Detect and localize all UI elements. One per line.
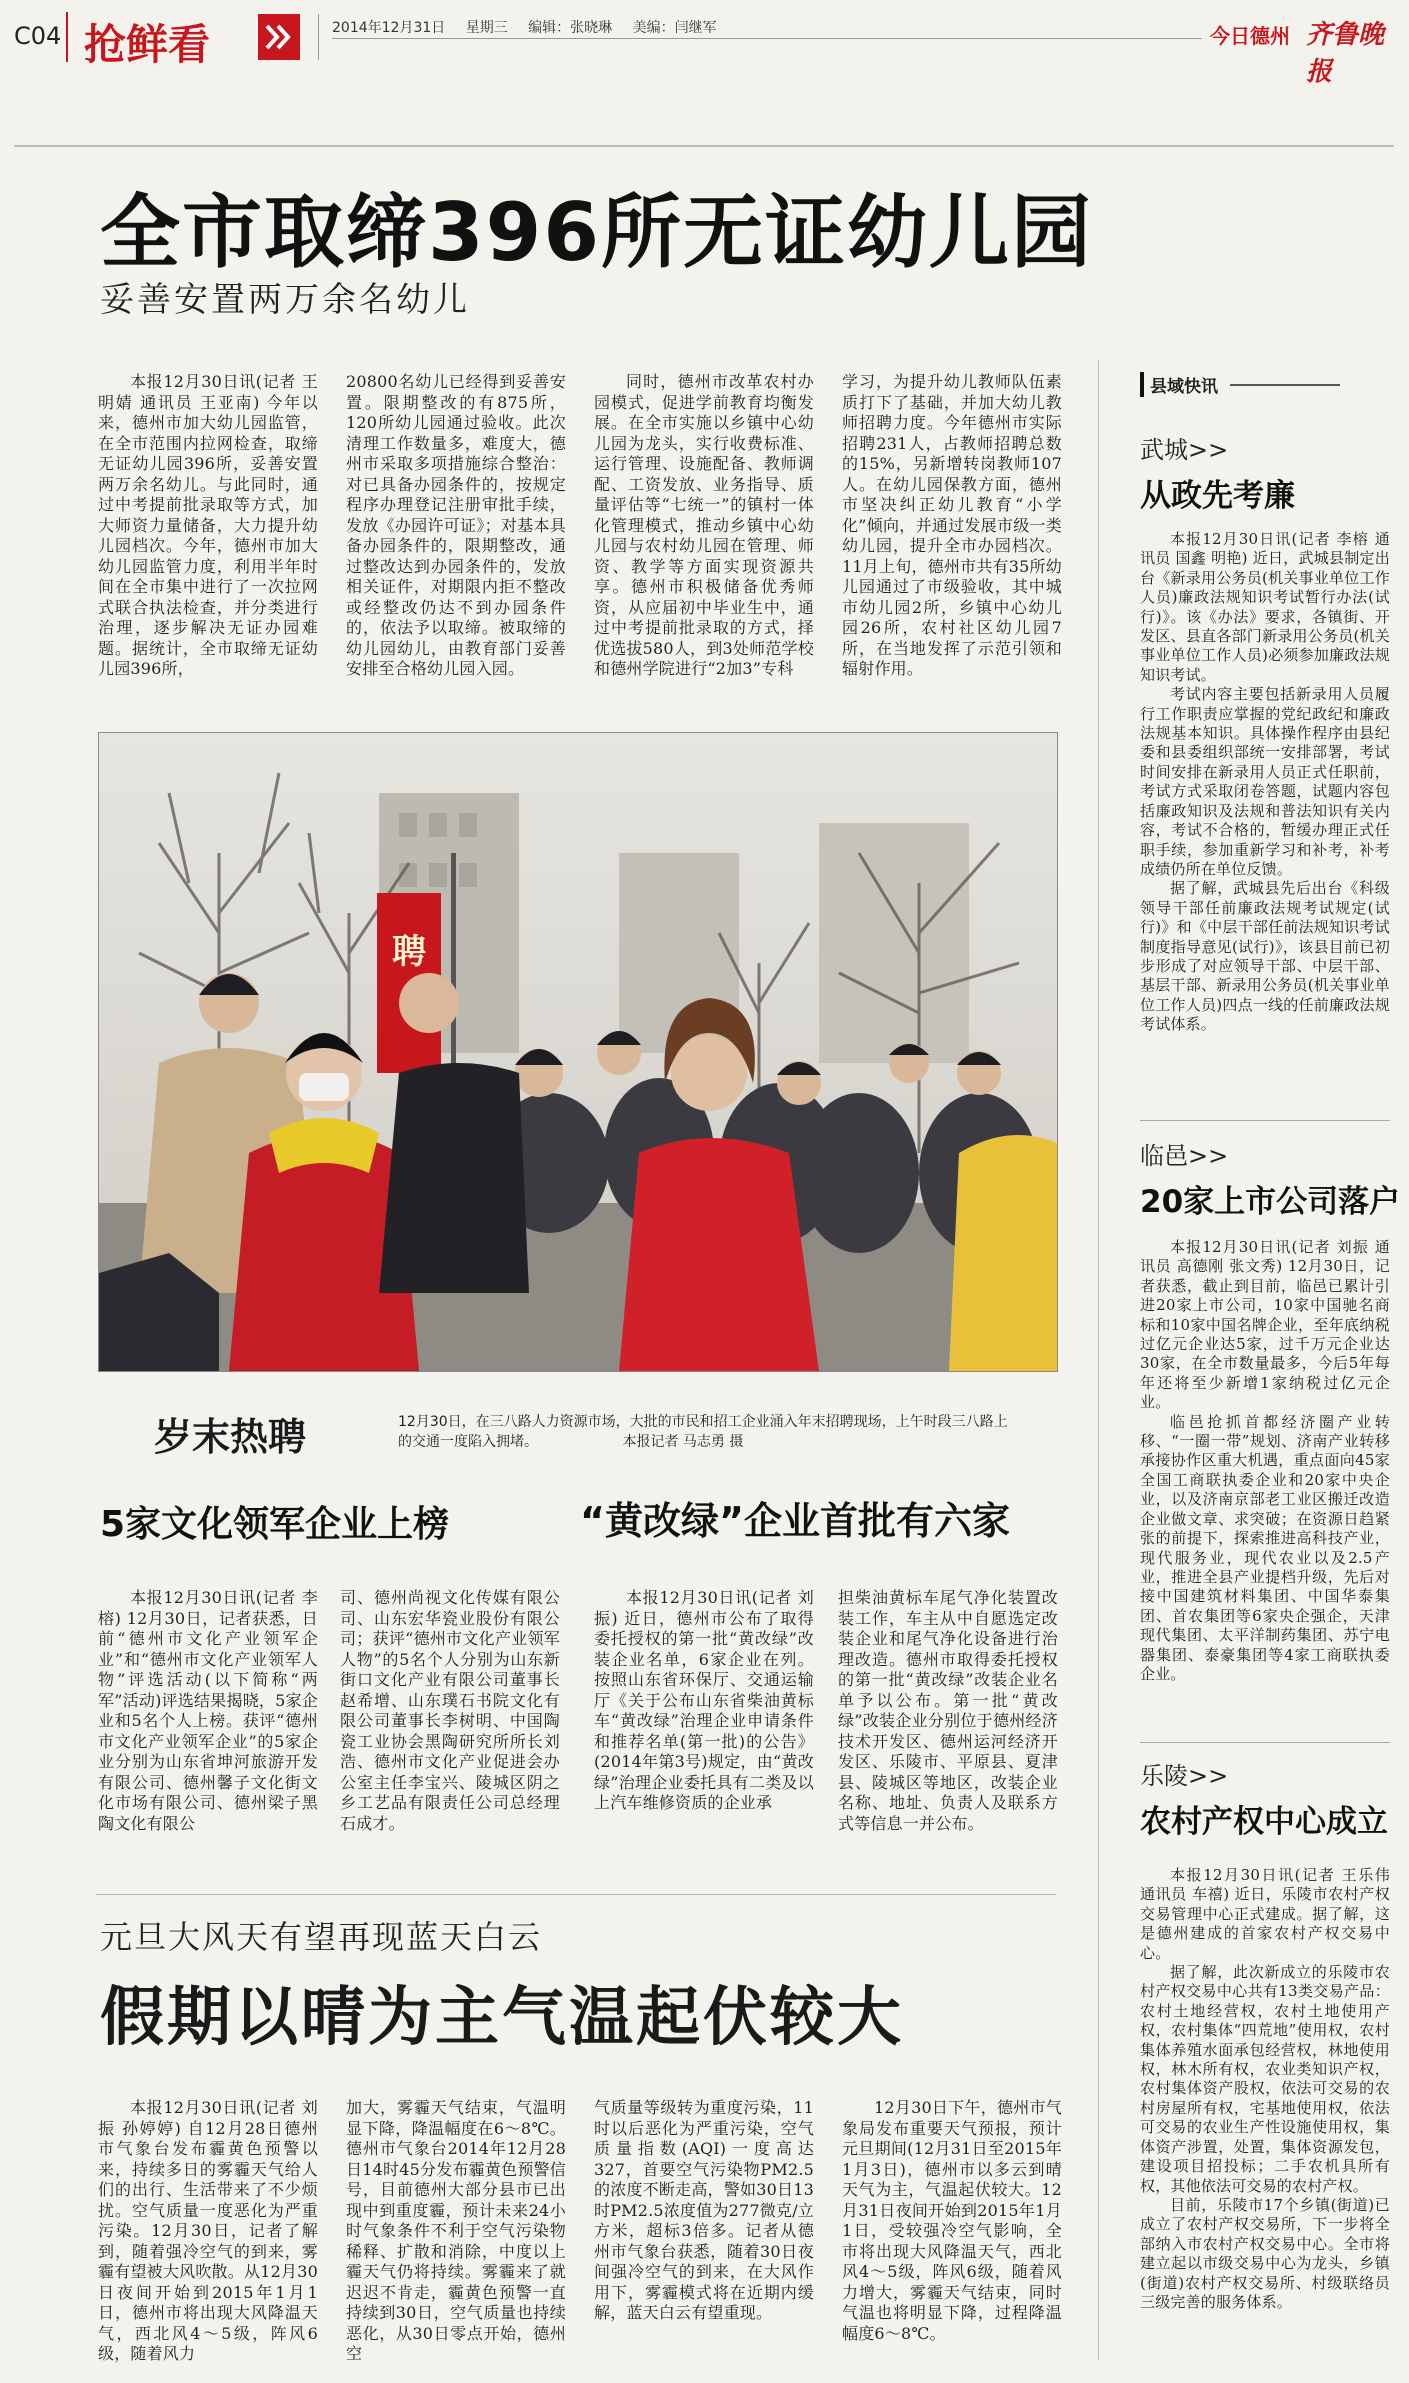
- sidebar-paragraph: 临邑抢抓首都经济圈产业转移、“一圈一带”规划、济南产业转移承接协作区重大机遇，重点面向45家全国工商联执委企业和20家中央企业，以及济南京部老工业区搬迁改造企业做文章、求突破；在资源日趋紧张的前提下，探索推进高科技产业，现代服务业，现代农业以及2.5产业，推进全县产业提档升级，先后对接中国建筑材料集团、中国华泰集团、首农集团等6家央企强企，天津现代集团、太平洋制药集团、苏宁电器集团、泰豪集团等4家工商联执委企业。: [1140, 1412, 1390, 1683]
- double-chevron-icon: [258, 14, 300, 60]
- story2-column-2: [340, 1588, 560, 1852]
- job-fair-photo-illustration: [99, 733, 1057, 1371]
- top-rule: [14, 145, 1394, 147]
- weather-paragraph: 气质量等级转为重度污染，11时以后恶化为严重污染，空气质量指数(AQI)一度高达327，首要空气污染物PM2.5的浓度不断走高，警如30日13时PM2.5浓度值为277微克/立方米，超标3倍多。记者从德州市气象台获悉，随着30日夜间强冷空气的到来，在大风作用下，雾霾模式将在近期内缓解，蓝天白云有望重现。: [594, 2098, 814, 2322]
- sidebar-rule: [1140, 1120, 1390, 1121]
- lead-paragraph: 同时，德州市改革农村办园模式，促进学前教育均衡发展。在全市实施以乡镇中心幼儿园为龙头，实行收费标准、运行管理、设施配备、教师调配、工资发放、业务指导、质量评估等“七统一”的镇村一体化管理模式，推动乡镇中心幼儿园与农村幼儿园在管理、师资、教学等方面实现资源共享。德州市积极储备优秀师资，从应届初中毕业生中，通过中考提前批录取的方式，择优选拔580人，到3处师范学校和德州学院进行“2加3”专科: [594, 372, 814, 678]
- weather-paragraph: 12月30日下午，德州市气象局发布重要天气预报，预计元旦期间(12月31日至2015年1月3日)，德州市以多云到晴天气为主，气温起伏较大。12月31日夜间开始到2015年1月1日，受较强冷空气影响，全市将出现大风降温天气，西北风4～5级，阵风6级，随着风力增大，雾霾天气结束，同时气温也将明显下降，过程降温幅度6～8℃。: [842, 2098, 1062, 2343]
- weather-column-3: [594, 2098, 814, 2374]
- sidebar-paragraph: 本报12月30日讯(记者 刘振 通讯员 高德刚 张文秀) 12月30日，记者获悉，截止到目前，临邑已累计引进20家上市公司，10家中国驰名商标和10家中国名牌企业，至年底纳税过亿元企业达5家，过千万元企业达30家，在全市数量最多，今后5年每年还将至少新增1家纳税过亿元企业。: [1140, 1238, 1390, 1412]
- story3-column-1: [594, 1588, 814, 1852]
- lead-subhead: 妥善安置两万余名幼儿: [100, 280, 470, 320]
- sidebar-paragraph: 本报12月30日讯(记者 王乐伟 通讯员 车禧) 近日，乐陵市农村产权交易管理中心正式建成。据了解，这是德州建成的首家农村产权交易中心。: [1140, 1866, 1390, 1962]
- sidebar-item-body: [1140, 1238, 1390, 1738]
- lead-column-4: [842, 372, 1062, 704]
- sidebar-item-title: 农村产权中心成立: [1140, 1804, 1388, 1840]
- sidebar-item-kicker: 乐陵>>: [1140, 1762, 1229, 1790]
- photo-caption-text: 12月30日，在三八路人力资源市场，大批的市民和招工企业涌入年末招聘现场，上午时段三八路上的交通一度陷入拥堵。: [398, 1414, 1008, 1450]
- sidebar-item-body: [1140, 530, 1390, 1110]
- meta-rule: [332, 38, 1202, 39]
- sidebar-item-title: 20家上市公司落户: [1140, 1184, 1401, 1220]
- sidebar-item-title: 从政先考廉: [1140, 478, 1295, 514]
- sidebar-item-kicker: 临邑>>: [1140, 1142, 1229, 1170]
- banner-text: 聘: [392, 932, 426, 972]
- weather-column-4: [842, 2098, 1062, 2374]
- sidebar-rule: [1140, 1742, 1390, 1743]
- lead-paragraph: 20800名幼儿已经得到妥善安置。限期整改的有875所，120所幼儿园通过验收。此次清理工作数量多，难度大，德州市采取多项措施综合整治：对已具备办园条件的，按规定程序办理登记注册审批手续，发放《办园许可证》；对基本具备办园条件的，限期整改，通过整改达到办园条件的，发放相关证件，对期限内拒不整改或经整改仍达不到办园条件的，依法予以取缔。被取缔的幼儿园幼儿，由教育部门妥善安排至合格幼儿园入园。: [346, 372, 566, 678]
- section-title: 抢鲜看: [84, 20, 211, 69]
- header-divider-2: [318, 14, 319, 60]
- lead-column-1: [98, 372, 318, 704]
- sidebar-paragraph: 本报12月30日讯(记者 李榕 通讯员 国鑫 明艳) 近日，武城县制定出台《新录用公务员(机关事业单位工作人员)廉政法规知识考试暂行办法(试行)》。该《办法》要求，各镇街、开发区、县直各部门新录用公务员(机关事业单位工作人员)必须参加廉政法规知识考试。: [1140, 530, 1390, 684]
- sidebar-tab: 县域快讯: [1140, 372, 1218, 397]
- weather-subhead: 元旦大风天有望再现蓝天白云: [100, 1918, 543, 1956]
- sidebar-item-kicker: 武城>>: [1140, 436, 1229, 464]
- job-fair-photo: [98, 732, 1058, 1372]
- story2-title: 5家文化领军企业上榜: [100, 1504, 450, 1545]
- sidebar-item-body: [1140, 1866, 1390, 2366]
- story3-paragraph: 担柴油黄标车尾气净化装置改装工作，车主从中自愿选定改装企业和尾气净化设备进行治理改造。德州市取得委托授权的第一批“黄改绿”改装企业名单予以公布。第一批“黄改绿”改装企业分别位于德州经济技术开发区、德州运河经济开发区、乐陵市、平原县、夏津县、陵城区等地区，改装企业名称、地址、负责人及联系方式等信息一并公布。: [838, 1588, 1058, 1833]
- photo-title: 岁末热聘: [154, 1415, 307, 1459]
- story3-column-2: [838, 1588, 1058, 1852]
- lead-paragraph: 学习，为提升幼儿教师队伍素质打下了基础，并加大幼儿教师招聘力度。今年德州市实际招聘231人，占教师招聘总数的15%，另新增转岗教师107人。在幼儿园保教方面，德州市坚决纠正幼儿教育“小学化”倾向，并通过发展市级一类幼儿园，提升全市办园档次。11月上旬，德州市共有35所幼儿园通过了市级验收，其中城市幼儿园2所，乡镇中心幼儿园26所，农村社区幼儿园7所，在当地发挥了示范引领和辐射作用。: [842, 372, 1062, 678]
- sidebar-paragraph: 据了解，此次新成立的乐陵市农村产权交易中心共有13类交易产品：农村土地经营权，农村土地使用产权，农村集体“四荒地”使用权，农村集体养殖水面承包经营权，林地使用权，林木所有权，农业类知识产权，农村集体资产股权，依法可交易的农村房屋所有权，宅基地使用权，依法可交易的农业生产性设施使用权，集体资产涉置，处置，集体资源发包，建设项目招投标；二手农机具所有权，其他依法可交易的农村产权。: [1140, 1963, 1390, 2195]
- issue-date: 2014年12月31日: [332, 20, 446, 36]
- lead-column-2: [346, 372, 566, 704]
- story2-column-1: [98, 1588, 318, 1852]
- section-rule: [96, 1894, 1056, 1895]
- sidebar-paragraph: 考试内容主要包括新录用人员履行工作职责应掌握的党纪政纪和廉政法规基本知识。具体操作程序由县纪委和县委组织部统一安排部署，考试时间安排在新录用人员正式任职前，考试方式采取闭卷答题，试题内容包括廉政知识及法规和普法知识有关内容，考试不合格的，暂缓办理正式任职手续，参加重新学习和补考，补考成绩仍所在单位反馈。: [1140, 685, 1390, 878]
- story3-title: “黄改绿”企业首批有六家: [580, 1499, 1010, 1543]
- brand-qilu-evening: 齐鲁晚报: [1306, 20, 1385, 87]
- photo-credit: 本报记者 马志勇 摄: [622, 1434, 744, 1450]
- weather-column-1: [98, 2098, 318, 2374]
- page-number: C04: [14, 22, 62, 50]
- issue-meta: [332, 17, 733, 37]
- photo-caption: [398, 1412, 1008, 1452]
- lead-column-3: [594, 372, 814, 704]
- weather-paragraph: 本报12月30日讯(记者 刘振 孙婷婷) 自12月28日德州市气象台发布霾黄色预警以来，持续多日的雾霾天气给人们的出行、生活带来了不少烦扰。空气质量一度恶化为严重污染。12月30日，记者了解到，随着强冷空气的到来，雾霾有望被大风吹散。从12月30日夜间开始到2015年1月1日，德州市将出现大风降温天气，西北风4～5级，阵风6级，随着风力: [98, 2098, 318, 2363]
- story2-paragraph: 司、德州尚视文化传媒有限公司、山东宏华瓷业股份有限公司；获评“德州市文化产业领军人物”的5名个人分别为山东新街口文化产业有限公司董事长赵希增、山东璞石书院文化有限公司董事长李树明、中国陶瓷工业协会黑陶研究所所长刘浩、德州市文化产业促进会办公室主任李宝兴、陵城区阴之乡工艺品有限责任公司总经理石成才。: [340, 1588, 560, 1833]
- sidebar-paragraph: 目前，乐陵市17个乡镇(街道)已成立了农村产权交易所，下一步将全部纳入市农村产权交易中心。全市将建立起以市级交易中心为龙头，乡镇(街道)农村产权交易所、村级联络员三级完善的服务体系。: [1140, 2195, 1390, 2311]
- story2-paragraph: 本报12月30日讯(记者 李榕) 12月30日，记者获悉，日前“德州市文化产业领军企业”和“德州市文化产业领军人物”评选活动(以下简称“两军”活动)评选结果揭晓，5家企业和5名个人上榜。获评“德州市文化产业领军企业”的5家企业分别为山东省坤河旅游开发有限公司、德州馨子文化街文化市场有限公司、德州梁子黑陶文化有限公: [98, 1588, 318, 1833]
- weather-paragraph: 加大，雾霾天气结束，气温明显下降，降温幅度在6～8℃。德州市气象台2014年12月28日14时45分发布霾黄色预警信号，目前德州大部分县市已出现中到重度霾，预计未来24小时气象条件不利于空气污染物稀释、扩散和消除，中度以上霾天气仍将持续。雾霾来了就迟迟不肯走，霾黄色预警一直持续到30日，空气质量也持续恶化，从30日零点开始，德州空: [346, 2098, 566, 2363]
- issue-designer: 美编：闫继军: [632, 20, 717, 36]
- issue-weekday: 星期三: [465, 20, 508, 36]
- lead-headline: 全市取缔396所无证幼儿园: [100, 186, 1093, 279]
- weather-headline: 假期以晴为主气温起伏较大: [100, 1981, 904, 2055]
- lead-paragraph: 本报12月30日讯(记者 王明婧 通讯员 王亚南) 今年以来，德州市加大幼儿园监管，在全市范围内拉网检查，取缔无证幼儿园396所，妥善安置两万余名幼儿。与此同时，通过中考提前批录取等方式，加大师资力量储备，大力提升幼儿园档次。今年，德州市加大幼儿园监管力度，利用半年时间在全市集中进行了一次拉网式联合执法检查，并分类进行治理，逐步解决无证办园难题。据统计，全市取缔无证幼儿园396所，: [98, 372, 318, 678]
- brand-jinri-dezhou: 今日德州: [1210, 24, 1290, 48]
- story3-paragraph: 本报12月30日讯(记者 刘振) 近日，德州市公布了取得委托授权的第一批“黄改绿”改装企业名单，6家企业在列。按照山东省环保厅、交通运输厅《关于公布山东省柴油黄标车“黄改绿”治理企业申请条件和推荐名单(第一批)的公告》(2014年第3号)规定，由“黄改绿”治理企业委托具有二类及以上汽车维修资质的企业承: [594, 1588, 814, 1812]
- header-divider: [66, 12, 68, 62]
- weather-column-2: [346, 2098, 566, 2374]
- issue-editor: 编辑：张晓琳: [528, 20, 613, 36]
- sidebar-tab-rule: [1230, 384, 1340, 386]
- sidebar-divider: [1098, 360, 1099, 2360]
- sidebar-paragraph: 据了解，武城县先后出台《科级领导干部任前廉政法规考试规定(试行)》和《中层干部任前法规知识考试制度指导意见(试行)》，该县目前已初步形成了对应领导干部、中层干部、基层干部、新录用公务员(机关事业单位工作人员)四点一线的任前廉政法规考试体系。: [1140, 879, 1390, 1034]
